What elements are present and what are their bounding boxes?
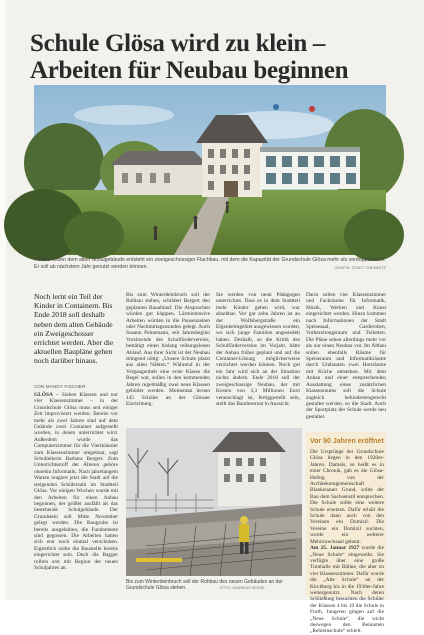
construction-illustration xyxy=(126,428,302,576)
building-rendering-photo xyxy=(34,85,386,255)
info-box-title: Vor 90 Jahren eröffnet xyxy=(310,438,384,445)
headline-line-1: Schule Glösa wird zu klein – xyxy=(30,30,326,57)
rendering-illustration xyxy=(34,85,386,255)
article-column-2: Bis zum Winterdeinbruch soll der Rohbau stehen, schildert Bergert den geplanten Bauablauf. Die Absprachen würden gut klappen. Lärmintensive Arbeiten würden in die Pausenzeiten oder Nachmittagsstunden gelegt. Auch Susann Peinemann, seit Jahresbeginn Vorsitzende des Schulfördervereins, bestätigt einen bislang reibungslosen Ablauf. Aus ihrer Sicht ist der Neubau dringend nötig: „Unsere Schule platzt aus allen Nähten.“ Während in der Vergangenheit eine erste Klasse die Regel war, sollen in den kommenden Jahren regelmäßig zwei neue Klassen gebildet werden. Momentan lernen 145 Schüler an der Glösaer Einrichtung. xyxy=(126,292,210,407)
lead-paragraph: Noch lernt ein Teil der Kinder in Containern. Bis Ende 2018 soll deshalb neben dem alten Gebäude ein Zweigeschosser errichtet werden. Aber die aktuellen Baupläne gehen noch darüber hinaus. xyxy=(34,292,114,366)
author-byline: VON MANDY FISCHER xyxy=(34,384,86,389)
dateline: GLÖSA xyxy=(34,392,53,398)
construction-photo-caption: Bis zum Winterdeinbruch soll der Rohbau des neuen Gebäudes an der Grundschule Glösa stehen. xyxy=(126,579,283,592)
column-1-text: – Sieben Klassen und nur vier Klassenzimmer – in der Grundschule Glösa muss seit einiger Zeit improvisiert werden. Bereits vor mehr als zwei Jahren sind auf dem Gelände zwei Container aufgestellt worden, in denen unterrichtet wird. Außerdem wurde das Computerzimmer für die Viertklässler zum Klassenzimmer umgebaut, sagt Schulleiterin Barbara Bergert. Zum Unterrichtsstoff der Älteren gehöre ohnehin Informatik. Nach jahrelangem Warten reagiert jetzt die Stadt auf die steigenden Schülerzahl im Stadtteil Glösa. Vor einigen Wochen wurde mit den Arbeiten für einen Anbau begonnen, der größer ausfällt als das bestehende Schulgebäude. Der Grundstein soll Mitte November gelegt werden. Die Baugrube ist bereits ausgehoben, die Fundamente sind gegossen. Die Arbeiten hatten sich erst noch einmal verschoben. Eigentlich sollte die Baustelle bereits eingerichtet sein. Doch die Bagger rollten erst mit Beginn der neuen Schuljahres an. xyxy=(34,392,118,571)
headline-line-2: Arbeiten für Neubau beginnen xyxy=(30,57,349,84)
article-column-3: Sie werden von neun Pädagogen unterrichtet. Dass es in dem Stadtteil mehr Kinder geben wird, war absehbar. Vor gut zehn Jahren ist an der Wolfsbergstraße ein Eigenheimgebiet ausgewiesen worden, wo sich junge Familien angesiedelt haben. Deshalb, so die Kritik des Schulfördervereins im Vorjahr, hätte der Anbau früher geplant und auf die Container-Lösung möglicherweise verzichtet werden können. Noch gut ein Jahr wird sich an der Situation nichts ändern. Ende 2018 soll der zweigeschossige Neubau, der mit Kosten von 3,3 Millionen Euro veranschlagt ist, fertiggestellt sein, stellt das Baudezernat in Aussicht. xyxy=(216,292,300,407)
page-margin xyxy=(0,0,6,600)
info-box-text-1: Die Ursprünge der Grundschule Glösa liegen in den 1920er-Jahren. Damals, so heißt es in einer Chronik, gab es die Glösa-Helbig von der Architektengemeinschaft Blankenauer Grund, sollte der Bau dem Sachsenstil entsprechen. Die Schule sollte eine weitere Schule ersetzen. Dafür erhält die Schule dann auch von den Vereinen ein Domizil. Die Vereine ein Domizil suchten, wurde ein weiterer Mehrzwecksaal gebaut. xyxy=(310,449,384,545)
history-info-box xyxy=(306,432,386,635)
article-column-1 xyxy=(34,392,118,597)
info-box-text-2: wurde die „Neue Schule“ eingeweiht. Sie verfügte über eine große Turnhalle mit Bühne, die aber zu vier Klassenzimmer. Dafür wurde die „Alte Schule“ an der Kirchberg bis in die 1930er-Jahre weitergenutzt. Nach deren Schließung besuchten die Schüler der Klassen 4 bis 10 die Schule in Furth, Jungeren gingen auf die „Neue Schule“, die wicht deswegen den Beinamen „Rehleinschule“ erhielt. xyxy=(310,545,384,635)
info-box-body xyxy=(310,449,384,635)
headline xyxy=(30,30,390,84)
info-box-date: Am 25. Januar 1927 xyxy=(310,545,360,552)
photo-caption: Rechts neben dem alten Schulgebäude entsteht ein zweigeschossiger Flachbau, mit dem die Kapazität der Grundschule Glösa mehr als verdoppelt wird. Er soll ab nächstem Jahr genutzt werden können. xyxy=(34,257,386,270)
article-column-4: Darin sollen vier Klassenzimmer und Fachräume für Informatik, Musik, Werken und Kunst eingerichtet werden. Hinzu kommen nach Informationen der Stadt Speisesaal, Garderoben, Vorbereitungsraum und Toiletten. Die Pläne sehen allerdings mehr vor als nur einen Neubau vor. Im Altbau sollen ebenfalls Räume für Speiseraum und Informatikräume durch Umbauten zwei Horträume mit Küche entstehen. Mit dem Anbau und einer entsprechenden Ausstattung eines zusätzlichen Klassenraums soll die Schule zugleich behindertengerecht gestaltet werden, so die Stadt. Auch der Sportplatz der Schule werde neu gestaltet. xyxy=(306,292,386,420)
construction-site-photo xyxy=(126,428,302,576)
photo-credit: GRAFIK: STADT CHEMNITZ xyxy=(334,265,386,270)
construction-photo-credit: FOTO: ANDREAS SEIDEL xyxy=(220,586,266,590)
